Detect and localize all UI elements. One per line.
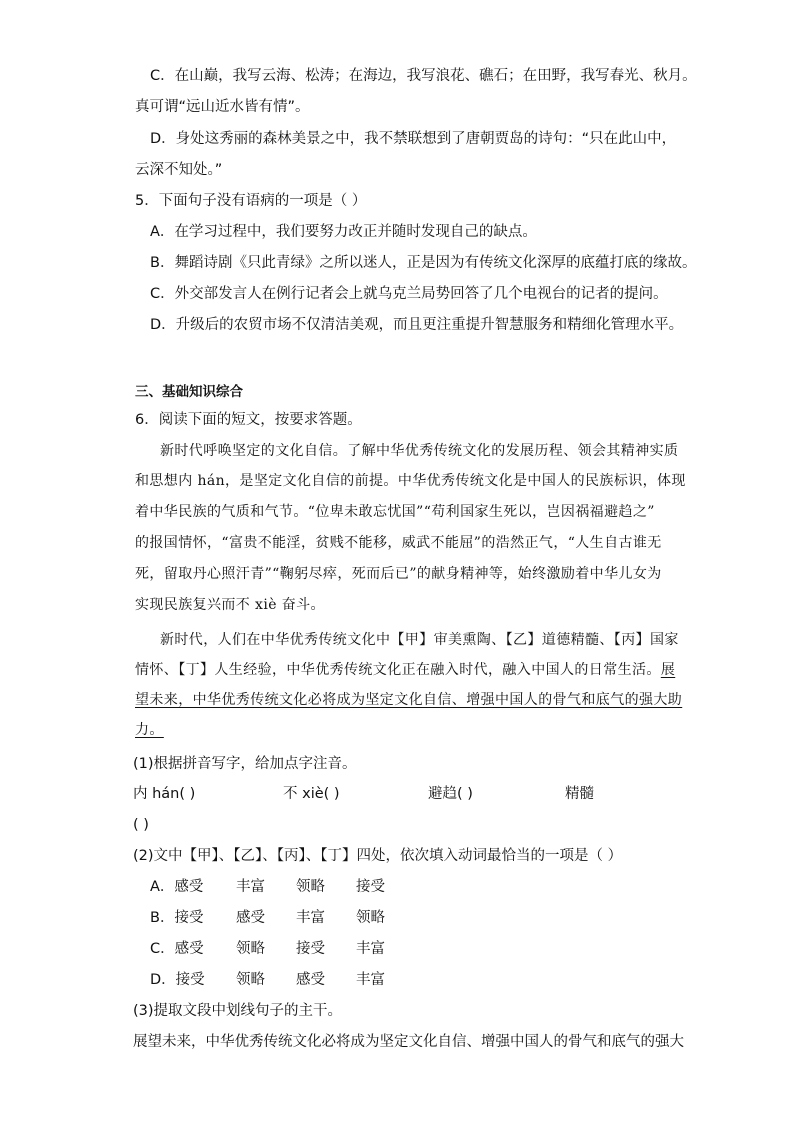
- sub2-option-a: [150, 877, 450, 897]
- q4-option-c-line2: 真可谓“远山近水皆有情”。: [135, 99, 310, 115]
- option-c-word2: 领略: [236, 941, 265, 957]
- blank-jingsui-paren: ( ): [133, 817, 149, 833]
- passage-p1-line6: 实现民族复兴而不 xiè 奋斗。: [135, 597, 325, 613]
- q4-option-d-line1: D．身处这秀丽的森林美景之中，我不禁联想到了唐朝贾岛的诗句：“只在此山中，: [150, 131, 677, 147]
- passage-p1-line5: 死，留取丹心照汗青”“鞠躬尽瘁，死而后已”的献身精神等，始终激励着中华儿女为: [135, 566, 662, 582]
- section-heading: 三、基础知识综合: [135, 384, 243, 400]
- option-c-word4: 丰富: [356, 941, 385, 957]
- blank-xie: 不 xiè( ): [283, 786, 340, 802]
- underlined-sentence-end: 力。: [135, 722, 164, 738]
- option-a-word1: A．感受: [150, 879, 204, 895]
- option-d-word3: 感受: [296, 972, 325, 988]
- option-d-word1: D．接受: [150, 972, 205, 988]
- sub3-sentence: 展望未来，中华优秀传统文化必将成为坚定文化自信、增强中国人的骨气和底气的强大: [133, 1034, 684, 1050]
- passage-p1-line1: 新时代呼唤坚定的文化自信。了解中华优秀传统文化的发展历程、领会其精神实质: [160, 443, 679, 459]
- option-c-word3: 接受: [296, 941, 325, 957]
- option-a-word3: 领略: [296, 879, 325, 895]
- passage-p1-line2: 和思想内 hán，是坚定文化自信的前提。中华优秀传统文化是中国人的民族标识，体现: [135, 473, 686, 489]
- passage-p1-line3: 着中华民族的气质和气节。“位卑未敢忘忧国”“苟利国家生死以，岂因祸福避趋之”: [135, 504, 655, 520]
- sub2-option-c: [150, 939, 450, 959]
- option-a-word4: 接受: [356, 879, 385, 895]
- sub2-option-b: [150, 908, 450, 928]
- q4-option-d-line2: 云深不知处。”: [135, 162, 223, 178]
- q5-option-c: C．外交部发言人在例行记者会上就乌克兰局势回答了几个电视台的记者的提问。: [150, 286, 668, 302]
- q6-stem: 6．阅读下面的短文，按要求答题。: [135, 412, 362, 428]
- sub3-prompt: (3)提取文段中划线句子的主干。: [133, 1003, 343, 1019]
- passage-p1-line4: 的报国情怀，“富贵不能淫，贫贱不能移，威武不能屈”的浩然正气，“人生自古谁无: [135, 535, 662, 551]
- sub1-blanks: [133, 784, 693, 804]
- option-b-word1: B．接受: [150, 910, 204, 926]
- q5-option-b: B．舞蹈诗剧《只此青绿》之所以迷人，正是因为有传统文化深厚的底蕴打底的缘故。: [150, 255, 697, 271]
- q5-option-a: A．在学习过程中，我们要努力改正并随时发现自己的缺点。: [150, 224, 537, 240]
- q5-stem: 5．下面句子没有语病的一项是（ ）: [135, 193, 367, 209]
- option-c-word1: C．感受: [150, 941, 204, 957]
- option-a-word2: 丰富: [236, 879, 265, 895]
- option-d-word4: 丰富: [356, 972, 385, 988]
- blank-biqu: 避趋( ): [428, 786, 473, 802]
- blank-han: 内 hán( ): [133, 786, 196, 802]
- passage-p2-line2-text: 情怀、【丁】人生经验，中华优秀传统文化正在融入时代，融入中国人的日常生活。: [135, 662, 661, 678]
- sub2-option-d: [150, 970, 450, 990]
- passage-p2-line2: [135, 660, 675, 680]
- sub2-prompt: (2)文中【甲】、【乙】、【丙】、【丁】四处，依次填入动词最恰当的一项是（ ）: [133, 848, 623, 864]
- option-b-word4: 领略: [356, 910, 385, 926]
- passage-p2-line1: 新时代，人们在中华优秀传统文化中【甲】审美熏陶、【乙】道德精髓、【丙】国家: [160, 632, 679, 648]
- q4-option-c-line1: C．在山巅，我写云海、松涛；在海边，我写浪花、礁石；在田野，我写春光、秋月。: [150, 68, 697, 84]
- blank-jingsui: 精髓: [565, 786, 594, 802]
- sub1-prompt: (1)根据拼音写字，给加点字注音。: [133, 756, 357, 772]
- option-b-word3: 丰富: [296, 910, 325, 926]
- underlined-sentence-middle: 望未来，中华优秀传统文化必将成为坚定文化自信、增强中国人的骨气和底气的强大助: [135, 692, 683, 708]
- option-d-word2: 领略: [236, 972, 265, 988]
- option-b-word2: 感受: [236, 910, 265, 926]
- underlined-sentence-start: 展: [660, 662, 676, 678]
- q5-option-d: D．升级后的农贸市场不仅清洁美观，而且更注重提升智慧服务和精细化管理水平。: [150, 317, 684, 333]
